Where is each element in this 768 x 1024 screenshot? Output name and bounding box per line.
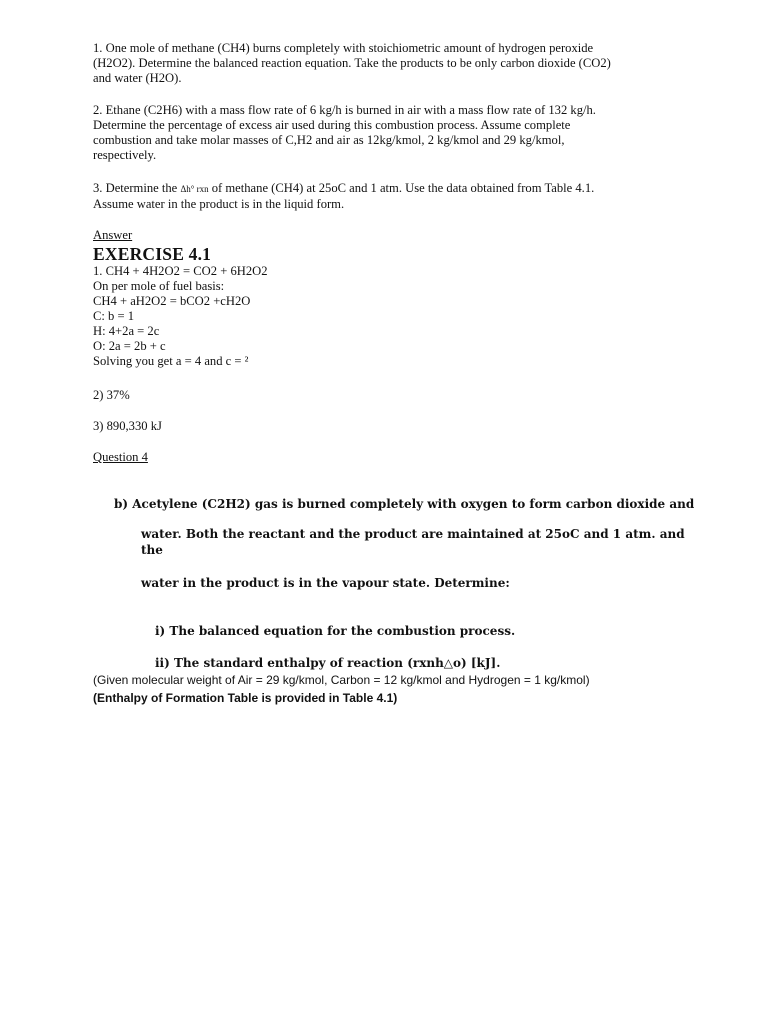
answer-3: 3) 890,330 kJ — [93, 419, 162, 433]
q4-b-line-4: water in the product is in the vapour state. Determine: — [141, 576, 510, 590]
q4-part-ii: ii) The standard enthalpy of reaction (rxnh△o) [kJ]. — [155, 656, 501, 670]
problem-1-line-1: 1. One mole of methane (CH4) burns completely with stoichiometric amount of hydrogen peroxide — [93, 41, 594, 55]
problem-2-line-2: Determine the percentage of excess air used during this combustion process. Assume complete — [93, 118, 571, 132]
problem-2-line-3: combustion and take molar masses of C,H2 and air as 12kg/kmol, 2 kg/kmol and 29 kg/kmol, — [93, 133, 565, 147]
exercise-heading: EXERCISE 4.1 — [93, 244, 212, 264]
solution-line-6: O: 2a = 2b + c — [93, 339, 166, 353]
answer-label[interactable]: Answer — [93, 228, 133, 242]
q4-b-line-3: the — [141, 543, 163, 557]
solution-line-5: H: 4+2a = 2c — [93, 324, 160, 338]
solution-line-2: On per mole of fuel basis: — [93, 279, 225, 293]
problem-3 — [93, 181, 683, 212]
solution-line-1: 1. CH4 + 4H2O2 = CO2 + 6H2O2 — [93, 264, 268, 278]
problem-3-prefix: 3. Determine the — [93, 181, 178, 195]
exercise-solution — [93, 264, 683, 369]
solution-line-7: Solving you get a = 4 and c = ² — [93, 354, 249, 368]
enthalpy-symbol: Δh° rxn — [180, 184, 209, 194]
problem-3-line-2: Assume water in the product is in the liquid form. — [93, 197, 345, 211]
problem-3-suffix: of methane (CH4) at 25oC and 1 atm. Use the data obtained from Table 4.1. — [211, 181, 595, 195]
problem-2 — [93, 103, 683, 163]
problem-1-line-2: (H2O2). Determine the balanced reaction equation. Take the products to be only carbon dioxide (CO2) — [93, 56, 611, 70]
problem-3-line-1 — [93, 181, 683, 197]
solution-line-3: CH4 + aH2O2 = bCO2 +cH2O — [93, 294, 251, 308]
q4-b-line-1: b) Acetylene (C2H2) gas is burned completely with oxygen to form carbon dioxide and — [114, 497, 695, 511]
given-weights-note: (Given molecular weight of Air = 29 kg/kmol, Carbon = 12 kg/kmol and Hydrogen = 1 kg/kmol) — [93, 673, 590, 687]
problem-2-line-4: respectively. — [93, 148, 157, 162]
problem-2-line-1: 2. Ethane (C2H6) with a mass flow rate of 6 kg/h is burned in air with a mass flow rate of 132 kg/h. — [93, 103, 596, 117]
problem-1-line-3: and water (H2O). — [93, 71, 182, 85]
problem-1 — [93, 41, 683, 86]
answer-2: 2) 37% — [93, 388, 130, 402]
q4-part-i: i) The balanced equation for the combustion process. — [155, 624, 516, 638]
enthalpy-table-note: (Enthalpy of Formation Table is provided in Table 4.1) — [93, 691, 398, 705]
solution-line-4: C: b = 1 — [93, 309, 135, 323]
q4-b-line-2: water. Both the reactant and the product are maintained at 25oC and 1 atm. and — [141, 527, 685, 541]
question-4-label[interactable]: Question 4 — [93, 450, 148, 464]
